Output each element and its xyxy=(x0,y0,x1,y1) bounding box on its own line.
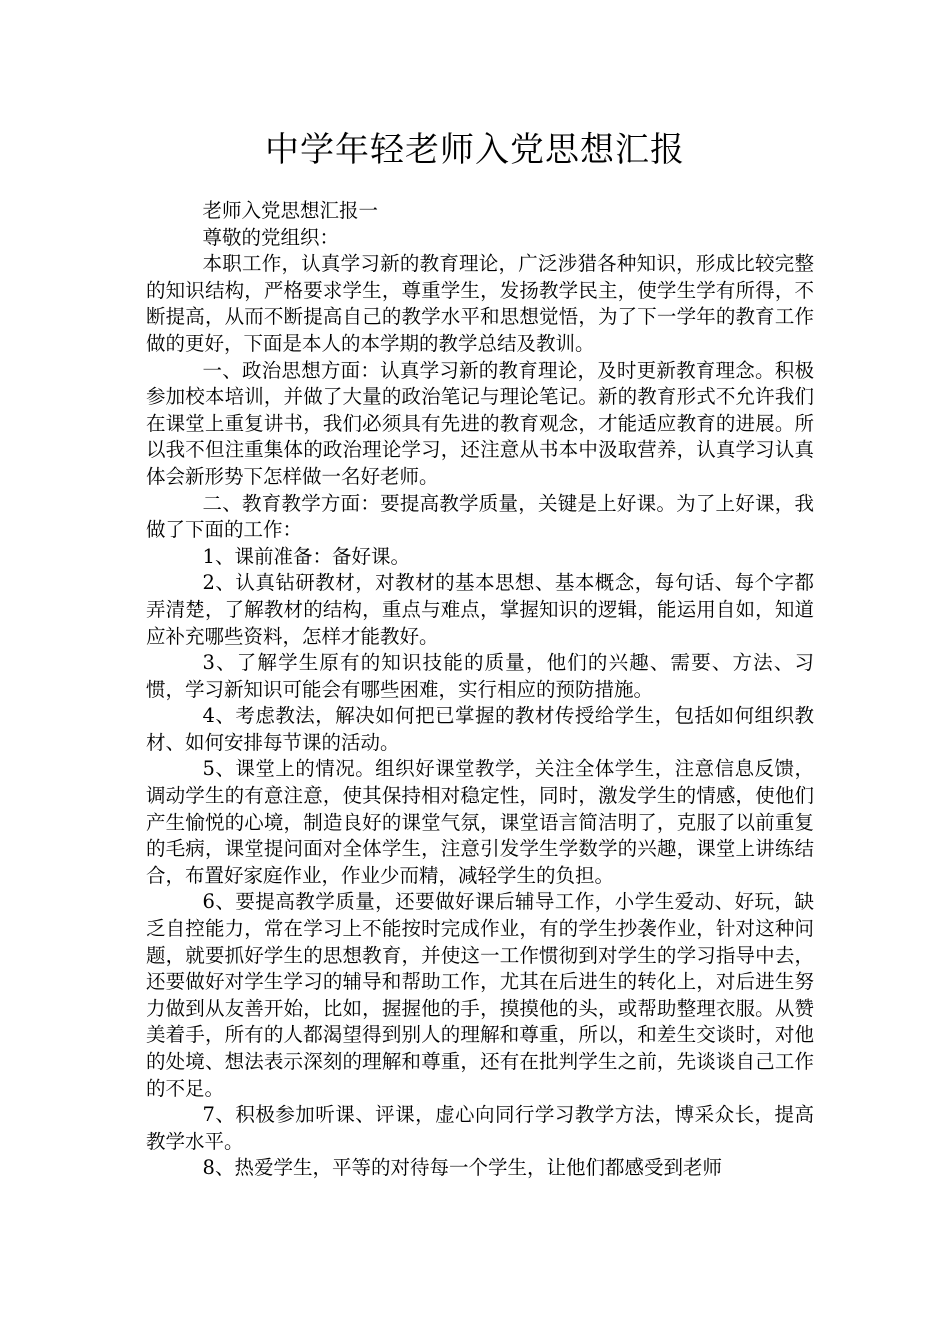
list-item: 4、考虑教法，解决如何把已掌握的教材传授给学生，包括如何组织教材、如何安排每节课的活动。 xyxy=(146,704,814,754)
list-item: 7、积极参加听课、评课，虚心向同行学习教学方法，博采众长，提高教学水平。 xyxy=(146,1103,814,1153)
paragraph: 一、政治思想方面：认真学习新的教育理论，及时更新教育理念。积极参加校本培训，并做了大量的政治笔记与理论笔记。新的教育形式不允许我们在课堂上重复讲书，我们必须具有先进的教育观念，才能适应教育的进展。所以我不但注重集体的政治理论学习，还注意从书本中汲取营养，认真学习认真体会新形势下怎样做一名好老师。 xyxy=(146,358,814,488)
paragraph: 本职工作，认真学习新的教育理论，广泛涉猎各种知识，形成比较完整的知识结构，严格要求学生，尊重学生，发扬教学民主，使学生学有所得，不断提高，从而不断提高自己的教学水平和思想觉悟，为了下一学年的教育工作做的更好，下面是本人的本学期的教学总结及教训。 xyxy=(146,252,814,355)
list-item: 5、课堂上的情况。组织好课堂教学，关注全体学生，注意信息反馈，调动学生的有意注意，使其保持相对稳定性，同时，激发学生的情感，使他们产生愉悦的心境，制造良好的课堂气氛，课堂语言简洁明了，克服了以前重复的毛病，课堂提问面对全体学生，注意引发学生学数学的兴趣，课堂上讲练结合，布置好家庭作业，作业少而精，减轻学生的负担。 xyxy=(146,757,814,887)
list-item: 3、了解学生原有的知识技能的质量，他们的兴趣、需要、方法、习惯，学习新知识可能会有哪些困难，实行相应的预防措施。 xyxy=(146,651,814,701)
salutation: 尊敬的党组织： xyxy=(202,225,340,249)
list-item: 1、课前准备：备好课。 xyxy=(202,544,410,568)
document-title: 中学年轻老师入党思想汇报 xyxy=(265,130,685,170)
document-body xyxy=(146,198,814,1182)
list-item: 8、热爱学生，平等的对待每一个学生，让他们都感受到老师 xyxy=(202,1156,722,1180)
list-item: 2、认真钻研教材，对教材的基本思想、基本概念，每句话、每个字都弄清楚，了解教材的结构，重点与难点，掌握知识的逻辑，能运用自如，知道应补充哪些资料，怎样才能教好。 xyxy=(146,571,814,648)
section-heading: 老师入党思想汇报一 xyxy=(202,199,379,222)
list-item: 6、要提高教学质量，还要做好课后辅导工作，小学生爱动、好玩，缺乏自控能力，常在学习上不能按时完成作业，有的学生抄袭作业，针对这种问题，就要抓好学生的思想教育，并使这一工作惯彻到对学生的学习指导中去，还要做好对学生学习的辅导和帮助工作，尤其在后进生的转化上，对后进生努力做到从友善开始，比如，握握他的手，摸摸他的头，或帮助整理衣服。从赞美着手，所有的人都渴望得到别人的理解和尊重，所以，和差生交谈时，对他的处境、想法表示深刻的理解和尊重，还有在批判学生之前，先谈谈自己工作的不足。 xyxy=(146,890,814,1100)
paragraph: 二、教育教学方面：要提高教学质量，关键是上好课。为了上好课，我做了下面的工作： xyxy=(146,491,814,542)
